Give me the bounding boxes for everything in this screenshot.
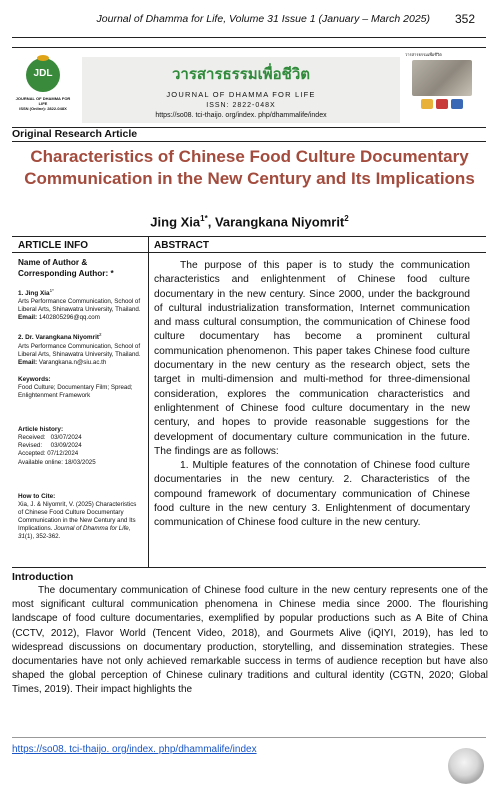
jdl-logo-emblem bbox=[26, 58, 60, 92]
author-1-email-label: Email: bbox=[18, 314, 38, 322]
index-logo-icon bbox=[421, 99, 433, 109]
author-sup: 1* bbox=[200, 214, 208, 223]
author-2-name: 2. Dr. Varangkana Niyomrit bbox=[18, 334, 99, 342]
jdl-logo bbox=[12, 52, 74, 126]
author-1-name: 1. Jing Xia bbox=[18, 290, 50, 298]
keywords-text: Food Culture; Documentary Film; Spread; Enlightenment Framework bbox=[18, 383, 133, 400]
author-1-email[interactable]: 1402805296@qq.com bbox=[38, 314, 100, 322]
header-rule-2 bbox=[12, 47, 486, 48]
author-sep: , bbox=[207, 214, 215, 230]
author-2-email[interactable]: Varangkana.n@siu.ac.th bbox=[38, 358, 107, 366]
history-block bbox=[18, 426, 143, 466]
author-sup: 2 bbox=[344, 214, 349, 223]
author-1-block bbox=[18, 287, 143, 322]
author-2-email-line bbox=[18, 359, 143, 367]
abstract-paragraph-2: 1. Multiple features of the connotation of Chinese food culture documentaries in the new century. 2. Characteristics of the compound framework of documentary communication of Chinese food culture in the new century 3. Enlightenment of documentary communication of Chinese food culture in the new century. bbox=[154, 460, 470, 529]
abstract-paragraph-1: The purpose of this paper is to study the communication characteristics and enlightenment of Chinese food culture documentary in the new century. Since 2000, under the background of cultural industrialization transformation, Internet communication and mass cultural consumption, the communication of Chinese food culture documentary has become a prominent cultural communication phenomenon. This paper takes Chinese food culture documentary in the new century as the research object, sets the target in multi-dimension and multi-method for three-dimensional consideration, explores the communication characteristics and enlightenment of Chinese food culture documentary in the new century, and hopes to provide reasonable suggestions for the development of documentary culture communication in the future. The findings are as follows: bbox=[154, 260, 470, 457]
author-1-sup: 1* bbox=[49, 288, 54, 293]
history-online: Available online: 18/03/2025 bbox=[18, 458, 96, 466]
author-2-affiliation: Arts Performance Communication, School of Liberal Arts, Shinawatra University, Thailand. bbox=[18, 342, 141, 358]
page-number: 352 bbox=[455, 12, 476, 26]
journal-issn: ISSN: 2822-048X bbox=[206, 102, 276, 109]
keywords-block bbox=[18, 376, 143, 400]
keywords-label: Keywords: bbox=[18, 375, 51, 383]
indexing-logos bbox=[405, 99, 479, 109]
journal-seal-icon bbox=[448, 748, 484, 784]
jdl-logo-caption bbox=[12, 96, 74, 111]
introduction-heading: Introduction bbox=[12, 571, 74, 583]
cite-text: Xia, J. & Niyomrit, V. (2025) Characteristics of Chinese Food Culture Documentary Communication in the New Century and Its Implications. bbox=[18, 500, 137, 532]
info-box-top-rule bbox=[12, 236, 486, 237]
paper-title: Characteristics of Chinese Food Culture Documentary Communication in the New Century and Its Implications bbox=[24, 147, 475, 188]
cite-text-wrap bbox=[18, 501, 143, 541]
article-info-heading: ARTICLE INFO bbox=[18, 240, 88, 251]
info-box-bottom-rule bbox=[12, 567, 486, 568]
article-type: Original Research Article bbox=[12, 128, 138, 140]
tci-logo-icon bbox=[436, 99, 448, 109]
journal-thai-title: วารสารธรรมเพื่อชีวิต bbox=[171, 65, 311, 83]
author-1-email-line bbox=[18, 314, 143, 322]
column-divider bbox=[148, 236, 149, 567]
author-name: Jing Xia bbox=[150, 214, 201, 230]
cite-journal: Journal of Dhamma for Life, 31 bbox=[18, 525, 131, 541]
history-label: Article history: bbox=[18, 426, 64, 434]
running-title: Journal of Dhamma for Life, Volume 31 Issue 1 (January – March 2025) bbox=[96, 13, 430, 25]
author-name: Varangkana Niyomrit bbox=[214, 214, 345, 230]
corresponding-label: Name of Author & Corresponding Author: * bbox=[18, 258, 114, 278]
journal-banner bbox=[82, 57, 400, 123]
author-1-affiliation: Arts Performance Communication, School of Liberal Arts, Shinawatra University, Thailand. bbox=[18, 298, 141, 314]
citation-block bbox=[18, 493, 143, 542]
header-rule bbox=[12, 37, 486, 38]
buddha-relief-image bbox=[412, 60, 472, 96]
article-info bbox=[18, 252, 143, 541]
footer-rule bbox=[12, 737, 486, 738]
history-revised: Revised: 03/09/2024 bbox=[18, 442, 82, 450]
jdl-logo-caption-issn: ISSN (Online): 2822-048X bbox=[19, 106, 67, 111]
author-2-sup: 2 bbox=[98, 332, 102, 338]
introduction-text: The documentary communication of Chinese food culture in the new century represents one of the most significant cultural communication phenomena in Chinese media since 2000. The flourishing landscape of food culture documentaries, exemplified by popular productions such as A Bite of China (CCTV, 2012), Flavor World (Tencent Video, 2018), and Gourmets Alive (iQIYI, 2019), has led to widespread discussions on documentary production, storytelling, and dissemination strategies. These documentaries have not only achieved remarkable success in terms of audience reception but have also shaped the global perception of Chinese culinary traditions and cultural identity (CGTN, 2020; Global Times, 2019). Their impact highlights the bbox=[12, 585, 488, 696]
abstract-body bbox=[154, 254, 470, 531]
cite-label: How to Cite: bbox=[18, 492, 56, 500]
author-line bbox=[10, 214, 489, 229]
history-received: Received: 03/07/2024 bbox=[18, 434, 82, 442]
author-2-email-label: Email: bbox=[18, 358, 38, 366]
journal-name: JOURNAL OF DHAMMA FOR LIFE bbox=[166, 90, 316, 99]
history-accepted: Accepted: 07/12/2024 bbox=[18, 450, 79, 458]
cite-issue: (1), 352-362. bbox=[24, 533, 61, 541]
leaf-icon bbox=[37, 55, 49, 61]
abstract-heading: ABSTRACT bbox=[154, 240, 209, 251]
jdl-logo-text: JDL bbox=[33, 68, 53, 79]
asean-logo-icon bbox=[451, 99, 463, 109]
jdl-logo-caption-line: JOURNAL OF DHAMMA FOR LIFE bbox=[15, 96, 71, 106]
author-2-block bbox=[18, 331, 143, 366]
journal-url[interactable]: https://so08. tci-thaijo. org/index. php/dhammalife/index bbox=[155, 112, 327, 119]
emblem-caption-thai: วารสารธรรมเพื่อชีวิต bbox=[405, 52, 442, 57]
title-top-rule bbox=[12, 141, 486, 142]
footer-journal-link[interactable]: https://so08. tci-thaijo. org/index. php/dhammalife/index bbox=[12, 744, 257, 755]
journal-emblem bbox=[405, 52, 479, 126]
